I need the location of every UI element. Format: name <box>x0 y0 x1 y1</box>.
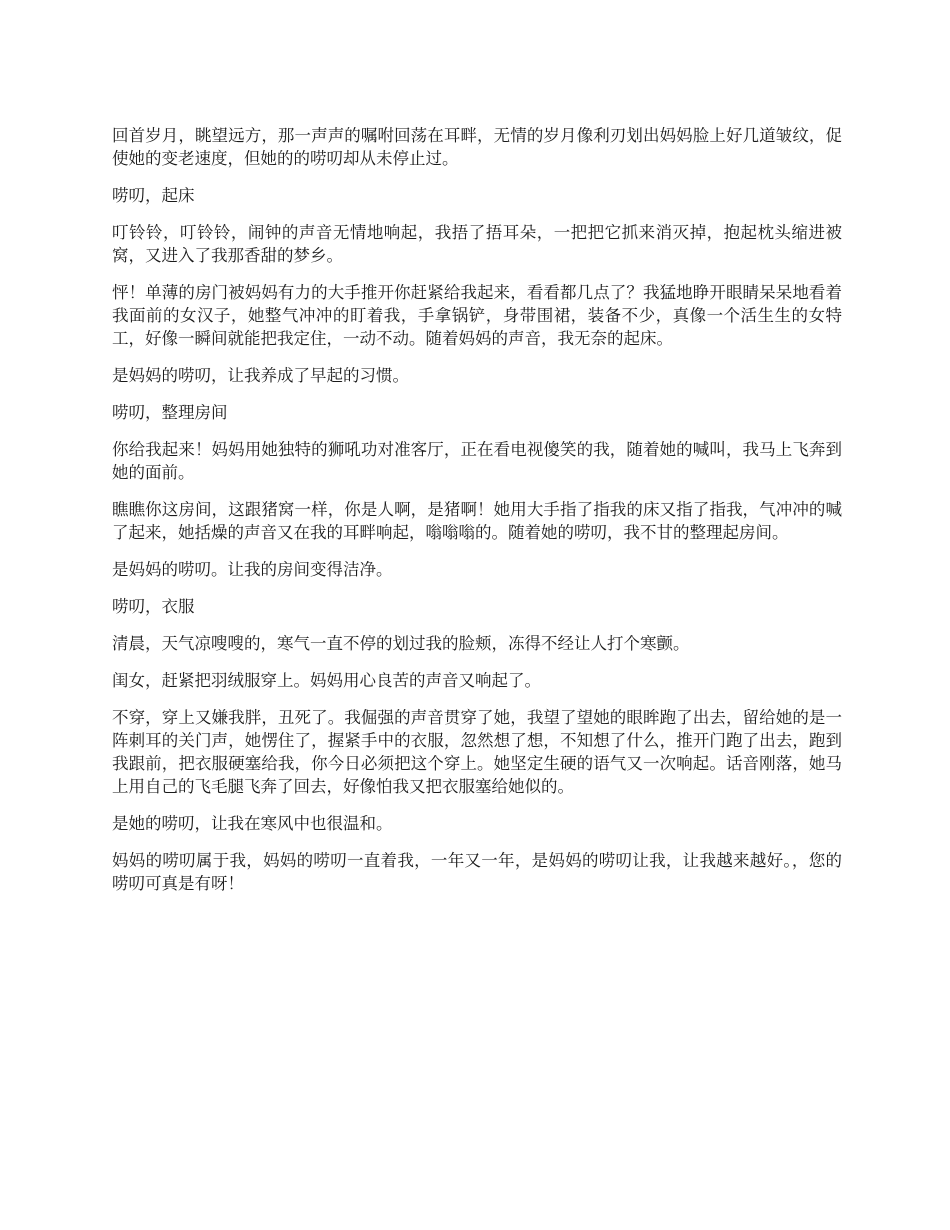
document-body <box>112 124 842 909</box>
paragraph-early-habit: 是妈妈的唠叨，让我养成了早起的习惯。 <box>112 366 409 385</box>
section-heading-tidy-room: 唠叨，整理房间 <box>112 403 228 422</box>
section-heading-wake-up: 唠叨，起床 <box>112 186 195 205</box>
paragraph-clean-room: 是妈妈的唠叨。让我的房间变得洁净。 <box>112 560 393 579</box>
paragraph-cold-morning: 清晨，天气凉嗖嗖的，寒气一直不停的划过我的脸颊，冻得不经让人打个寒颤。 <box>112 634 690 653</box>
paragraph-down-jacket: 闺女，赶紧把羽绒服穿上。妈妈用心良苦的声音又响起了。 <box>112 671 541 690</box>
paragraph-refusal: 不穿，穿上又嫌我胖，丑死了。我倔强的声音贯穿了她，我望了望她的眼眸跑了出去，留给她的是一阵刺耳的关门声，她愣住了，握紧手中的衣服，忽然想了想，不知想了什么，推开门跑了出去，跑到我跟前，把衣服硬塞给我，你今日必须把这个穿上。她坚定生硬的语气又一次响起。话音刚落，她马上用自己的飞毛腿飞奔了回去，好像怕我又把衣服塞给她似的。 <box>112 708 842 796</box>
paragraph-conclusion: 妈妈的唠叨属于我，妈妈的唠叨一直着我，一年又一年，是妈妈的唠叨让我，让我越来越好。，您的唠叨可真是有呀！ <box>112 851 842 893</box>
paragraph-alarm: 叮铃铃，叮铃铃，闹钟的声音无情地响起，我捂了捂耳朵，一把把它抓来消灭掉，抱起枕头缩进被窝，又进入了我那香甜的梦乡。 <box>112 223 842 265</box>
paragraph-warm: 是她的唠叨，让我在寒风中也很温和。 <box>112 814 393 833</box>
paragraph-door: 怦！单薄的房门被妈妈有力的大手推开你赶紧给我起来，看看都几点了？我猛地睁开眼睛呆呆地看着我面前的女汉子，她整气冲冲的盯着我，手拿锅铲，身带围裙，装备不少，真像一个活生生的女特工，好像一瞬间就能把我定住，一动不动。随着妈妈的声音，我无奈的起床。 <box>112 283 842 348</box>
paragraph-messy-room: 瞧瞧你这房间，这跟猪窝一样，你是人啊，是猪啊！她用大手指了指我的床又指了指我，气冲冲的喊了起来，她括燥的声音又在我的耳畔响起，嗡嗡嗡的。随着她的唠叨，我不甘的整理起房间。 <box>112 500 842 542</box>
section-heading-clothes: 唠叨，衣服 <box>112 597 195 616</box>
paragraph-living-room: 你给我起来！妈妈用她独特的狮吼功对准客厅，正在看电视傻笑的我，随着她的喊叫，我马上飞奔到她的面前。 <box>112 440 842 482</box>
paragraph-intro: 回首岁月，眺望远方，那一声声的嘱咐回荡在耳畔，无情的岁月像利刃划出妈妈脸上好几道皱纹，促使她的变老速度，但她的的唠叨却从未停止过。 <box>112 126 842 168</box>
